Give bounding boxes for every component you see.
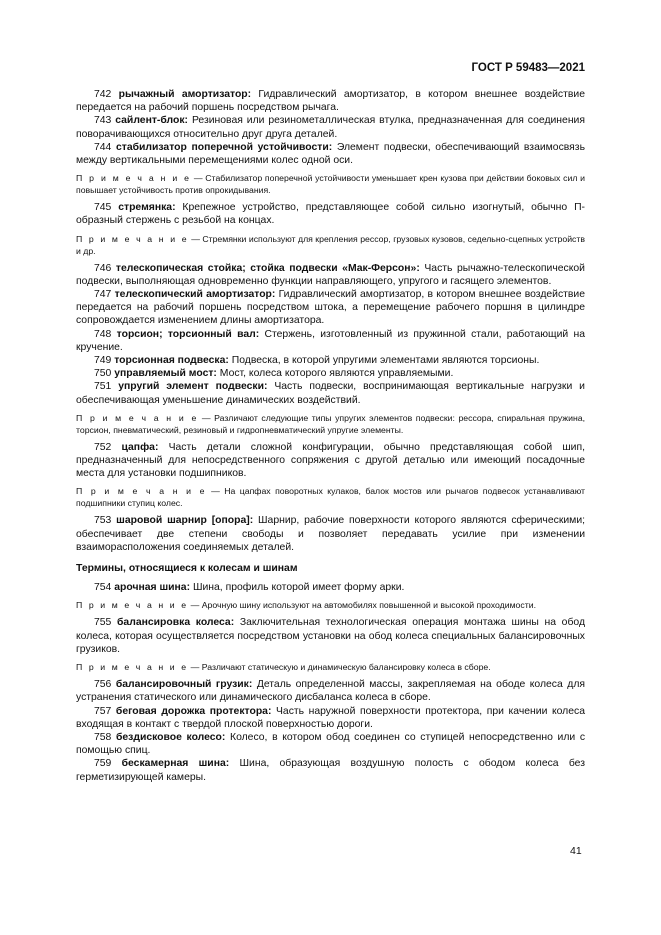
- term-entry-752: 752 цапфа: Часть детали сложной конфигурации, обычно представляющая собой шип, предназначенный для непосредственного сопряжения с другой деталью или имеющий посадочные места для установки подшипников.: [76, 441, 585, 480]
- note-752: П р и м е ч а н и е — На цапфах поворотных кулаков, балок мостов или рычагов подвесок устанавливают подшипники ступиц колес.: [76, 486, 585, 509]
- term-entry-757: 757 беговая дорожка протектора: Часть наружной поверхности протектора, при качении колеса входящая в контакт с твердой плоской поверхностью дороги.: [76, 705, 585, 730]
- term-entry-754: 754 арочная шина: Шина, профиль которой имеет форму арки.: [94, 582, 405, 594]
- term-entry-744: 744 стабилизатор поперечной устойчивости: Элемент подвески, обеспечивающий взаимосвязь между вертикальными перемещениями колес одной оси.: [76, 141, 585, 167]
- term-entry-758: 758 бездисковое колесо: Колесо, в котором обод соединен со ступицей непосредственно или с помощью спиц.: [76, 731, 586, 757]
- term-entry-750: 750 управляемый мост: Мост, колеса которого являются управляемыми.: [94, 368, 454, 380]
- page-content: [76, 88, 585, 784]
- note-755: П р и м е ч а н и е — Различают статическую и динамическую балансировку колеса в сборе.: [76, 662, 491, 673]
- term-entry-748: 748 торсион; торсионный вал: Стержень, изготовленный из пружинной стали, работающий на кручение.: [76, 328, 585, 353]
- term-entry-751: 751 упругий элемент подвески: Часть подвески, воспринимающая вертикальные нагрузки и обеспечивающая уменьшение динамических воздействий.: [76, 381, 585, 406]
- term-entry-743: 743 сайлент-блок: Резиновая или резинометаллическая втулка, предназначенная для соединения поворачивающихся относительно друг друга деталей.: [76, 115, 585, 140]
- term-entry-759: 759 бескамерная шина: Шина, образующая воздушную полость с ободом колеса без герметизирующей камеры.: [76, 758, 585, 783]
- term-entry-753: 753 шаровой шарнир [опора]: Шарнир, рабочие поверхности которого являются сферическими; обеспечивает две степени свободы и позволяет передавать усилие при изменении взаиморасположения соединяемых деталей.: [76, 515, 586, 553]
- note-751: П р и м е ч а н и е — Различают следующие типы упругих элементов подвески: рессора, спиральная пружина, торсион, пневматический, резиновый и гидропневматический упругие элементы.: [76, 412, 585, 435]
- page-number: 41: [570, 845, 582, 857]
- term-entry-746: 746 телескопическая стойка; стойка подвески «Мак-Ферсон»: Часть рычажно-телескопической подвески, выполняющая одновременно функции направляющего, упругого и гасящего элементов.: [76, 262, 585, 287]
- term-entry-747: 747 телескопический амортизатор: Гидравлический амортизатор, в котором внешнее воздействие передается на рабочий поршень посредством штока, а перемещение рабочего поршня в цилиндре сопровождается изменением длины амортизатора.: [76, 289, 586, 327]
- note-745: П р и м е ч а н и е — Стремянки используют для крепления рессор, грузовых кузовов, седельно-сцепных устройств и др.: [76, 233, 585, 256]
- term-entry-756: 756 балансировочный грузик: Деталь определенной массы, закрепляемая на ободе колеса для устранения статического или динамического дисбаланса колеса в сборе.: [76, 679, 586, 704]
- term-entry-755: 755 балансировка колеса: Заключительная технологическая операция монтажа шины на обод колеса, которая осуществляется посредством установки на обод колеса специальных балансировочных грузиков.: [76, 617, 586, 655]
- section-heading: Термины, относящиеся к колесам и шинам: [76, 563, 298, 575]
- term-entry-749: 749 торсионная подвеска: Подвеска, в которой упругими элементами являются торсионы.: [94, 355, 540, 367]
- term-entry-745: 745 стремянка: Крепежное устройство, представляющее собой сильно изогнутый, обычно П-образный стержень с резьбой на концах.: [76, 202, 585, 227]
- term-entry-742: 742 рычажный амортизатор: Гидравлический амортизатор, в котором внешнее воздействие передается на рабочий поршень посредством рычага.: [76, 89, 585, 114]
- document-header: ГОСТ Р 59483—2021: [471, 62, 585, 74]
- note-744: П р и м е ч а н и е — Стабилизатор поперечной устойчивости уменьшает крен кузова при действии боковых сил и повышает устойчивость против опрокидывания.: [76, 173, 585, 196]
- note-754: П р и м е ч а н и е — Арочную шину используют на автомобилях повышенной и высокой проходимости.: [76, 600, 536, 611]
